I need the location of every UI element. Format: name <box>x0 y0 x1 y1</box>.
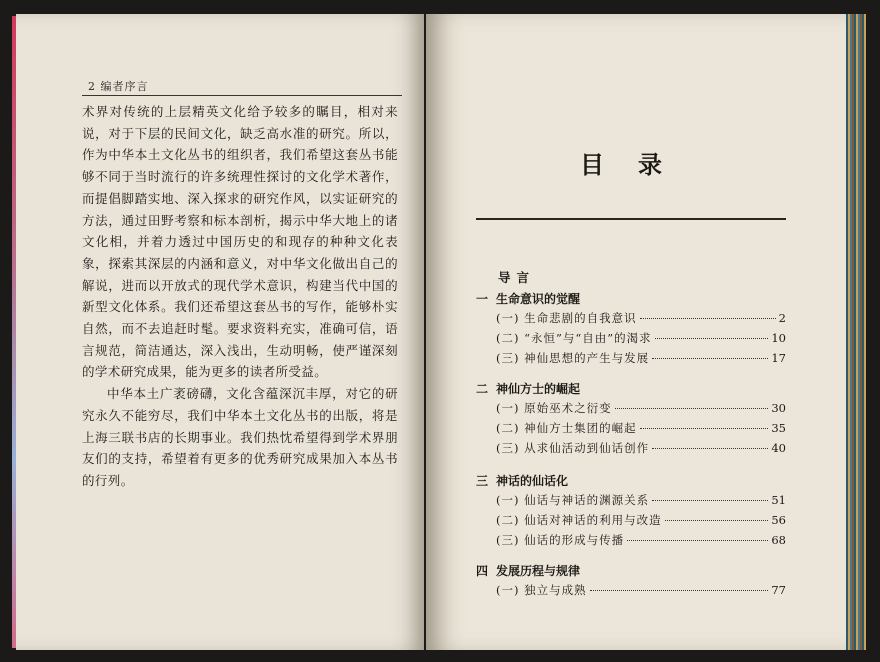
entry-label: (二) 仙话对神话的利用与改造 <box>496 513 662 527</box>
toc-entry[interactable] <box>496 350 786 368</box>
entry-page: 68 <box>771 533 786 547</box>
entry-label: (一) 生命悲剧的自我意识 <box>496 311 637 325</box>
toc-entry[interactable] <box>496 420 786 438</box>
toc-title: 目录 <box>580 150 696 179</box>
toc-intro: 导言 <box>498 270 536 285</box>
entry-label: (三) 神仙思想的产生与发展 <box>496 351 650 365</box>
entry-page: 51 <box>771 493 786 507</box>
entry-label: (一) 仙话与神话的渊源关系 <box>496 493 650 507</box>
toc-entry[interactable] <box>496 330 786 348</box>
preface-paragraph: 中华本土广袤磅礴，文化含蕴深沉丰厚，对它的研究永久不能穷尽，我们中华本土文化丛书的出版，将是上海三联书店的长期事业。我们热忱希望得到学术界朋友们的支持，希望着有更多的优秀研究成果加入本丛书的行列。 <box>82 386 398 488</box>
entry-label: (三) 仙话的形成与传播 <box>496 533 625 547</box>
chapter-title: 神话的仙话化 <box>496 474 569 488</box>
toc-entry[interactable] <box>496 400 786 418</box>
toc-chapter[interactable] <box>476 290 580 307</box>
entry-label: (二) 神仙方士集团的崛起 <box>496 421 637 435</box>
entry-label: (三) 从求仙活动到仙话创作 <box>496 441 650 455</box>
entry-label: (一) 独立与成熟 <box>496 583 587 597</box>
chapter-number: 三 <box>476 474 489 488</box>
entry-page: 2 <box>778 311 786 325</box>
entry-page: 35 <box>771 421 786 435</box>
toc-entry[interactable] <box>496 512 786 530</box>
toc-entry[interactable] <box>496 582 786 600</box>
toc-entry[interactable] <box>496 492 786 510</box>
entry-page: 40 <box>771 441 786 455</box>
entry-page: 30 <box>771 401 786 415</box>
entry-page: 10 <box>771 331 786 345</box>
entry-page: 77 <box>771 583 786 597</box>
toc-chapter[interactable] <box>476 472 568 489</box>
chapter-title: 神仙方士的崛起 <box>496 382 581 396</box>
toc-chapter[interactable] <box>476 380 580 397</box>
chapter-title: 发展历程与规律 <box>496 564 581 578</box>
toc-chapter[interactable] <box>476 562 580 579</box>
right-page-edge <box>846 14 866 650</box>
toc-rule <box>476 218 786 220</box>
chapter-number: 一 <box>476 292 489 306</box>
entry-label: (二) “永恒”与“自由”的渴求 <box>496 331 652 345</box>
toc-entry[interactable] <box>496 310 786 328</box>
toc-entry[interactable] <box>496 532 786 550</box>
chapter-number: 二 <box>476 382 489 396</box>
chapter-number: 四 <box>476 564 489 578</box>
preface-text <box>82 101 398 492</box>
entry-page: 17 <box>771 351 786 365</box>
header-rule <box>82 95 402 96</box>
entry-label: (一) 原始巫术之衍变 <box>496 401 612 415</box>
preface-paragraph: 术界对传统的上层精英文化给予较多的瞩目，相对来说，对于下层的民间文化，缺乏高水准的研究。所以，作为中华本土文化丛书的组织者，我们希望这套丛书能够不同于当时流行的许多统理性探讨的文化学术著作，而提倡脚踏实地、深入探求的研究作风，以实证研究的方法，通过田野考察和标本剖析，揭示中华大地上的诸文化相，并着力透过中国历史的和现存的种种文化表象，探索其深层的内涵和意义，对中华文化做出自己的解说，进而以开放式的现代学术意识，构建当代中国的新型文化体系。我们还希望这套丛书的写作，能够朴实自然，而不去追赶时髦。要求资料充实，准确可信，语言规范，简洁通达，深入浅出，生动明畅，使严谨深刻的学术研究成果，能为更多的读者所受益。 <box>82 104 398 380</box>
chapter-title: 生命意识的觉醒 <box>496 292 581 306</box>
toc-entry[interactable] <box>496 440 786 458</box>
entry-page: 56 <box>771 513 786 527</box>
left-page-header: 2 编者序言 <box>88 80 149 93</box>
